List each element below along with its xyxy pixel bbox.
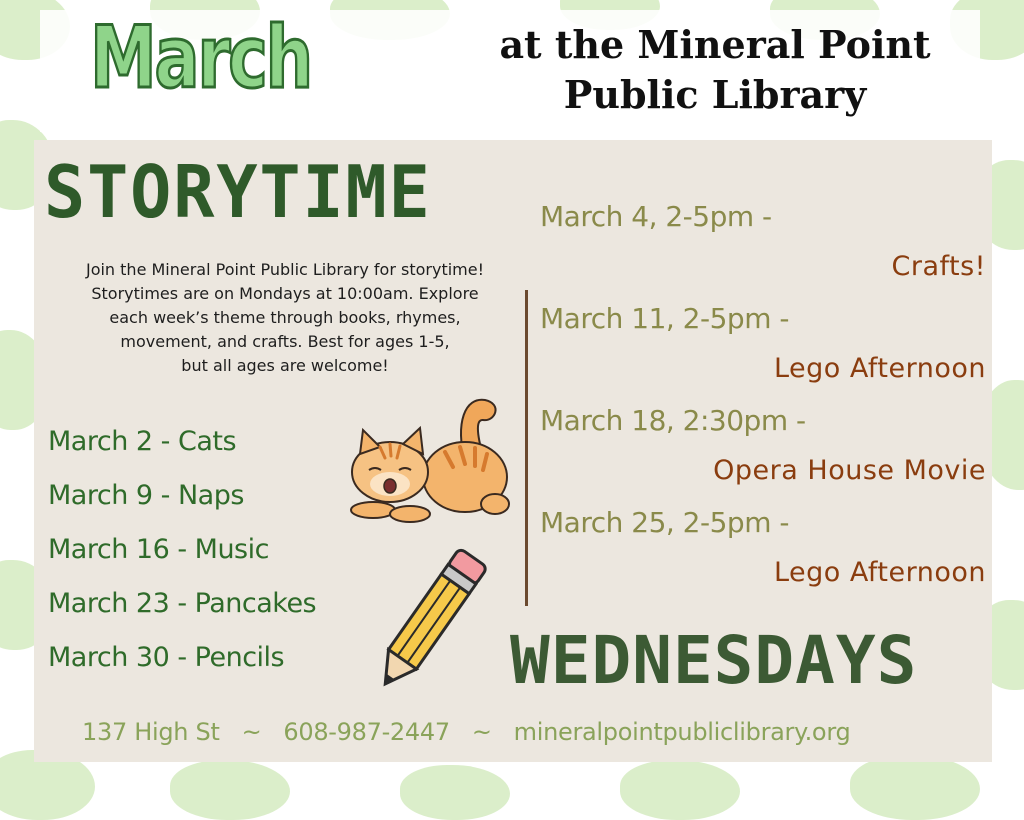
event-date: March 25, 2-5pm - bbox=[540, 506, 789, 539]
theme-item: March 30 - Pencils bbox=[48, 642, 285, 673]
storytime-intro bbox=[30, 258, 540, 378]
wednesday-events bbox=[540, 195, 986, 603]
cat-illustration bbox=[345, 392, 515, 527]
theme-item: March 16 - Music bbox=[48, 534, 269, 565]
intro-line: movement, and crafts. Best for ages 1-5, bbox=[120, 332, 450, 351]
storytime-theme-list bbox=[48, 420, 316, 690]
column-divider bbox=[525, 290, 528, 606]
website-link[interactable]: mineralpointpubliclibrary.org bbox=[513, 718, 851, 746]
intro-line: but all ages are welcome! bbox=[181, 356, 389, 375]
event-name: Lego Afternoon bbox=[773, 557, 986, 588]
footer-contact bbox=[82, 718, 850, 746]
library-subtitle bbox=[470, 20, 960, 120]
intro-line: each week’s theme through books, rhymes, bbox=[109, 308, 461, 327]
event-date: March 4, 2-5pm - bbox=[540, 200, 772, 233]
subtitle-line-2: Public Library bbox=[563, 72, 867, 117]
theme-item: March 9 - Naps bbox=[48, 480, 244, 511]
separator: ~ bbox=[241, 718, 262, 746]
event-date: March 11, 2-5pm - bbox=[540, 302, 789, 335]
separator: ~ bbox=[471, 718, 492, 746]
theme-item: March 2 - Cats bbox=[48, 426, 237, 457]
phone: 608-987-2447 bbox=[283, 718, 450, 746]
event-name: Opera House Movie bbox=[713, 455, 986, 486]
event-date: March 18, 2:30pm - bbox=[540, 404, 806, 437]
pencil-illustration bbox=[365, 540, 495, 700]
wednesdays-title: WEDNESDAYS bbox=[510, 622, 918, 699]
address: 137 High St bbox=[82, 718, 220, 746]
theme-item: March 23 - Pancakes bbox=[48, 588, 317, 619]
event-name: Lego Afternoon bbox=[773, 353, 986, 384]
storytime-title: STORYTIME bbox=[44, 150, 432, 234]
subtitle-line-1: at the Mineral Point bbox=[499, 22, 931, 67]
month-title: March bbox=[90, 8, 311, 108]
event-name: Crafts! bbox=[891, 251, 986, 282]
intro-line: Storytimes are on Mondays at 10:00am. Explore bbox=[91, 284, 479, 303]
intro-line: Join the Mineral Point Public Library for storytime! bbox=[85, 260, 485, 279]
